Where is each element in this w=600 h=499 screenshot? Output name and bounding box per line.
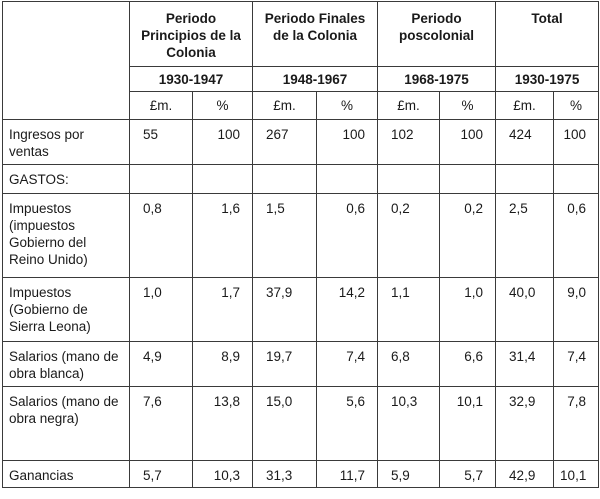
period-1-years: 1930-1947 — [130, 67, 253, 92]
value-cell: 5,7 — [130, 461, 193, 488]
value-cell: 4,9 — [130, 342, 193, 387]
value-cell: 15,0 — [253, 387, 317, 461]
period-3-title: Periodo poscolonial — [378, 2, 496, 67]
unit-currency: £m. — [496, 92, 554, 120]
value-cell: 100 — [440, 120, 496, 165]
value-cell: 1,0 — [130, 278, 193, 342]
value-cell: 0,8 — [130, 194, 193, 278]
value-cell: 31,3 — [253, 461, 317, 488]
value-cell: 7,6 — [130, 387, 193, 461]
table-row — [3, 461, 599, 488]
row-label: Ganancias — [3, 461, 130, 488]
value-cell: 0,2 — [378, 194, 440, 278]
value-cell: 1,1 — [378, 278, 440, 342]
value-cell: 100 — [554, 120, 599, 165]
value-cell: 10,1 — [554, 461, 599, 488]
unit-percent: % — [554, 92, 599, 120]
table-row — [3, 387, 599, 461]
header-corner-cell — [3, 2, 130, 120]
value-cell: 9,0 — [554, 278, 599, 342]
value-cell: 5,7 — [440, 461, 496, 488]
row-label: Salarios (mano de obra blanca) — [3, 342, 130, 387]
unit-percent: % — [440, 92, 496, 120]
table-row — [3, 342, 599, 387]
value-cell: 37,9 — [253, 278, 317, 342]
value-cell: 0,6 — [317, 194, 378, 278]
value-cell: 7,8 — [554, 387, 599, 461]
value-cell: 10,3 — [193, 461, 253, 488]
row-label: Impuestos (Gobierno de Sierra Leona) — [3, 278, 130, 342]
header-period-row — [3, 2, 599, 67]
table-row — [3, 165, 599, 194]
value-cell: 11,7 — [317, 461, 378, 488]
value-cell: 5,6 — [317, 387, 378, 461]
value-cell: 42,9 — [496, 461, 554, 488]
value-cell: 10,3 — [378, 387, 440, 461]
value-cell: 7,4 — [554, 342, 599, 387]
value-cell: 40,0 — [496, 278, 554, 342]
value-cell: 32,9 — [496, 387, 554, 461]
row-label: Impuestos (impuestos Gobierno del Reino Unido) — [3, 194, 130, 278]
table-row — [3, 120, 599, 165]
revenue-expense-table — [2, 1, 599, 488]
value-cell: 31,4 — [496, 342, 554, 387]
period-2-title: Periodo Finales de la Colonia — [253, 2, 378, 67]
value-cell: 1,5 — [253, 194, 317, 278]
row-label: Ingresos por ventas — [3, 120, 130, 165]
unit-percent: % — [317, 92, 378, 120]
value-cell: 100 — [193, 120, 253, 165]
value-cell: 0,2 — [440, 194, 496, 278]
period-total-title: Total — [496, 2, 599, 67]
unit-percent: % — [193, 92, 253, 120]
value-cell: 5,9 — [378, 461, 440, 488]
value-cell: 1,0 — [440, 278, 496, 342]
table-row — [3, 278, 599, 342]
row-label: GASTOS: — [3, 165, 130, 194]
unit-currency: £m. — [130, 92, 193, 120]
period-2-years: 1948-1967 — [253, 67, 378, 92]
value-cell: 102 — [378, 120, 440, 165]
value-cell: 267 — [253, 120, 317, 165]
value-cell: 100 — [317, 120, 378, 165]
period-total-years: 1930-1975 — [496, 67, 599, 92]
value-cell: 13,8 — [193, 387, 253, 461]
value-cell: 7,4 — [317, 342, 378, 387]
period-3-years: 1968-1975 — [378, 67, 496, 92]
value-cell: 10,1 — [440, 387, 496, 461]
value-cell: 55 — [130, 120, 193, 165]
unit-currency: £m. — [378, 92, 440, 120]
value-cell: 1,6 — [193, 194, 253, 278]
value-cell: 19,7 — [253, 342, 317, 387]
value-cell: 6,8 — [378, 342, 440, 387]
table-row — [3, 194, 599, 278]
value-cell: 14,2 — [317, 278, 378, 342]
period-1-title: Periodo Principios de la Colonia — [130, 2, 253, 67]
value-cell: 1,7 — [193, 278, 253, 342]
row-label: Salarios (mano de obra negra) — [3, 387, 130, 461]
unit-currency: £m. — [253, 92, 317, 120]
value-cell: 2,5 — [496, 194, 554, 278]
value-cell: 8,9 — [193, 342, 253, 387]
value-cell: 0,6 — [554, 194, 599, 278]
value-cell: 6,6 — [440, 342, 496, 387]
value-cell: 424 — [496, 120, 554, 165]
